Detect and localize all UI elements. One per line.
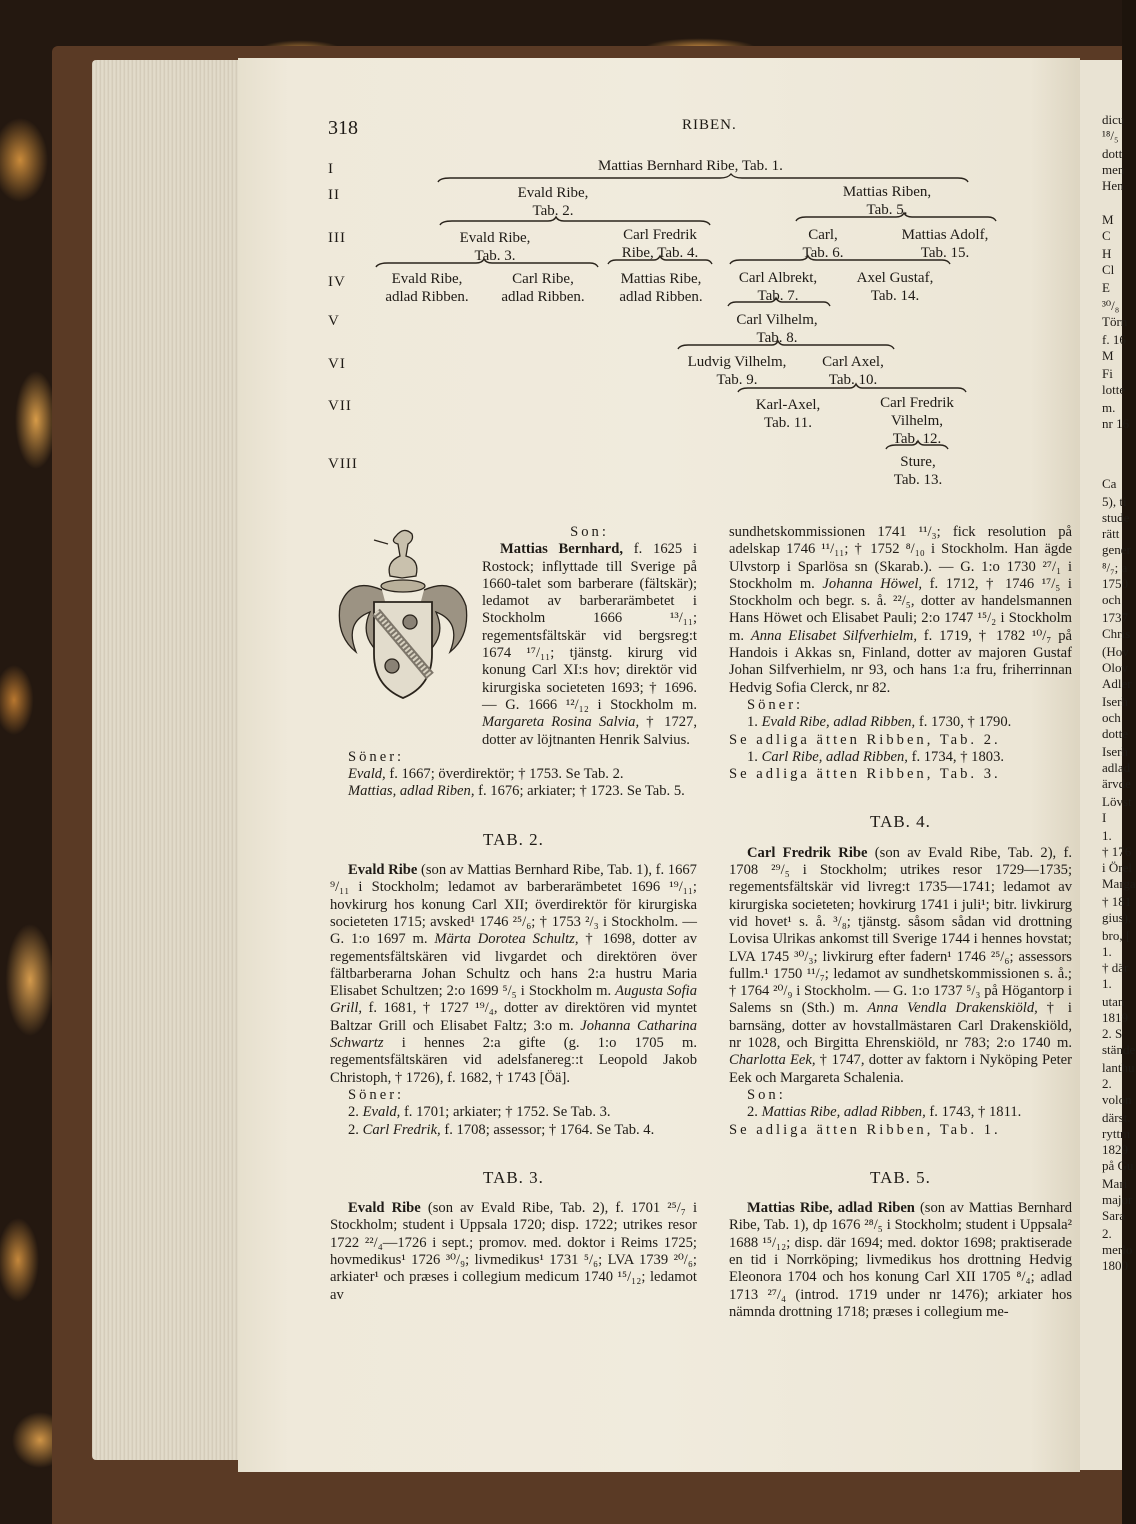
gen-label-2: II bbox=[328, 187, 340, 203]
next-page-line: Fi bbox=[1102, 366, 1113, 381]
next-page-line: dicu bbox=[1102, 112, 1125, 127]
next-page-line: men bbox=[1102, 162, 1125, 177]
tree-node-carl-axel: Carl Axel, Tab. 10. bbox=[822, 354, 884, 388]
tab2-son-evald: 2. Evald, f. 1701; arkiater; † 1752. Se Tab. 3. bbox=[348, 1104, 611, 1121]
next-page-line: Chris bbox=[1102, 626, 1131, 641]
next-page-line: Iserh bbox=[1102, 744, 1128, 759]
son-mattias: Mattias, adlad Riben, f. 1676; arkiater; † 1723. Se Tab. 5. bbox=[348, 783, 685, 800]
next-page-line: rätt bbox=[1102, 526, 1120, 541]
next-page-line: 1. bbox=[1102, 976, 1112, 991]
right-column bbox=[729, 524, 1072, 1321]
next-page-line: stude bbox=[1102, 510, 1130, 525]
next-page-line: därst. bbox=[1102, 1110, 1131, 1125]
next-page-line: lotte bbox=[1102, 382, 1126, 397]
next-page-line: och bbox=[1102, 710, 1121, 725]
tree-node-mattias-riben: Mattias Riben, Tab. 5. bbox=[842, 184, 932, 218]
next-page-line: volon bbox=[1102, 1092, 1132, 1107]
tree-node-carl-albrekt: Carl Albrekt, Tab. 7. bbox=[738, 270, 818, 304]
tree-node-axel-gustaf: Axel Gustaf, Tab. 14. bbox=[856, 270, 934, 304]
tab3-son-evald-ref: Se adliga ätten Ribben, Tab. 2. bbox=[729, 731, 1001, 748]
next-page-line: 5), ti bbox=[1102, 494, 1127, 509]
next-page-line: Adler bbox=[1102, 676, 1132, 691]
next-page-line: lanthu bbox=[1102, 1060, 1135, 1075]
tree-node-evald-tab2: Evald Ribe, Tab. 2. bbox=[517, 185, 589, 219]
entry-tab2: Evald Ribe (son av Mattias Bernhard Ribe, Tab. 1), f. 1667 ⁹/₁₁ i Stockholm; ledamot av barberarämbetet 1696 ¹⁹/₁₁; hovkirurg hos konung Carl XII; överdirektör för kirurgiska societeten 1715; avsked¹ 1746 ²⁵/₆; † 1753 ²/₃ i Stockholm. — G. 1:o 1697 m. Märta Dorotea Schultz, † 1698, dotter av regementsfältskären vid livgardet och direktören över fältbarberarna Johan Schultz och hans 2:a hustru Maria Elisabet Schultzen; 2:o 1699 ⁵/₅ i Stockholm m. Augusta Sofia Grill, f. 1681, † 1727 ¹⁹/₄, dotter av direktören vid myntet Baltzar Grill och Elisabet Faltz; 3:o m. Johanna Catharina Schwartz i hennes 2:a gifte (g. 1:o 1705 m. regementsfältskären vid adelsfaneregː:t Leopold Jakob Christoph, † 1726), f. 1682, † 1743 [Öä]. bbox=[330, 862, 697, 1086]
next-page-line: C bbox=[1102, 228, 1111, 243]
tab2-soner-heading: Söner: bbox=[348, 1086, 405, 1103]
next-page-line: Marga bbox=[1102, 876, 1136, 891]
tab3-son-carl-ref: Se adliga ätten Ribben, Tab. 3. bbox=[729, 766, 1001, 783]
gen-label-5: V bbox=[328, 313, 340, 329]
next-page-line: stände bbox=[1102, 1042, 1136, 1057]
next-page-line: Hen bbox=[1102, 178, 1124, 193]
gen-label-6: VI bbox=[328, 356, 346, 372]
tree-node-karl-axel: Karl-Axel, Tab. 11. bbox=[755, 397, 821, 431]
entry-tab3: Evald Ribe (son av Evald Ribe, Tab. 2), f. 1701 ²⁵/₇ i Stockholm; student i Uppsala 1720; disp. 1722; utrikes resor 1722 ²²/₄—1726 i sept.; promov. med. doktor i Reims 1725; hovmedikus¹ 1726 ³⁰/₉; livmedikus¹ 1731 ⁵/₆; LVA 1739 ²⁰/₆; arkiater¹ och præses i collegium medicum 1740 ¹⁵/₁₂; ledamot av bbox=[330, 1200, 698, 1303]
next-page-line: och bbox=[1102, 592, 1121, 607]
next-page-line: 2. S bbox=[1102, 1026, 1123, 1041]
tree-node-carl-fredrik-tab4: Carl Fredrik Ribe, Tab. 4. bbox=[621, 227, 699, 261]
next-page-line: † 176 bbox=[1102, 844, 1132, 859]
next-page-line: 2. bbox=[1102, 1076, 1112, 1091]
tab4-son-heading: Son: bbox=[747, 1086, 786, 1103]
next-page-line: på Gu bbox=[1102, 1158, 1134, 1173]
tree-node-carl-fredrik-vilhelm: Carl Fredrik Vilhelm, Tab. 12. bbox=[880, 395, 954, 447]
gen-label-7: VII bbox=[328, 398, 352, 414]
next-page-line: 1750 bbox=[1102, 576, 1128, 591]
next-page-line: i Örel bbox=[1102, 860, 1132, 875]
tree-node-carl-tab6: Carl, Tab. 6. bbox=[802, 227, 844, 261]
next-page-line: merlo bbox=[1102, 1242, 1133, 1257]
tab3-son-evald: 1. Evald Ribe, adlad Ribben, f. 1730, † 1790. bbox=[747, 714, 1012, 731]
next-page-line: ryttm bbox=[1102, 1126, 1131, 1141]
next-page-line: Olov bbox=[1102, 660, 1128, 675]
next-page-line: gius), bbox=[1102, 910, 1132, 925]
tab3-heading: TAB. 3. bbox=[483, 1167, 544, 1187]
next-page-line: ¹⁸/₅ bbox=[1102, 128, 1119, 143]
next-page-line: 1800 bbox=[1102, 1258, 1128, 1273]
tab4-son-mattias-ref: Se adliga ätten Ribben, Tab. 1. bbox=[729, 1121, 1001, 1138]
son-evald: Evald, f. 1667; överdirektör; † 1753. Se Tab. 2. bbox=[348, 766, 624, 783]
tab3-soner-heading: Söner: bbox=[747, 696, 804, 713]
next-page-line: Lövst bbox=[1102, 794, 1132, 809]
next-page-line: adlad bbox=[1102, 760, 1131, 775]
next-page-line: m. bbox=[1102, 400, 1116, 415]
next-page-line: E bbox=[1102, 280, 1110, 295]
tree-node-mattias-ribben: Mattias Ribe, adlad Ribben. bbox=[619, 271, 703, 305]
soner-heading: Söner: bbox=[348, 748, 405, 765]
next-page-line: Sara bbox=[1102, 1208, 1126, 1223]
next-page-line: 1819 bbox=[1102, 1010, 1128, 1025]
next-page-line: Mari bbox=[1102, 1176, 1128, 1191]
next-page-line: ⁸/₇; a bbox=[1102, 560, 1128, 575]
next-page-line: 1. bbox=[1102, 944, 1112, 959]
tree-node-carl-ribben: Carl Ribe, adlad Ribben. bbox=[501, 271, 585, 305]
entry-tab5: Mattias Ribe, adlad Riben (son av Mattias Bernhard Ribe, Tab. 1), dp 1676 ²⁸/₅ i Stockholm; student i Uppsala² 1688 ¹⁵/₁₂; disp. där 1694; med. doktor 1698; praktiserade en tid i Norrköping; livmedikus hos drottning Hedvig Eleonora 1704 och hos konung Carl XII 1705 ⁸/₄; adlad 1713 ²⁷/₄ (introd. 1719 under nr 1476); arkiater hos nämnda drottning 1718; præses i collegium me- bbox=[729, 1200, 1072, 1320]
next-page-line: † 181 bbox=[1102, 894, 1132, 909]
next-page-line: 1. bbox=[1102, 828, 1112, 843]
son-heading: Son: bbox=[570, 524, 609, 540]
tree-node-sture: Sture, Tab. 13. bbox=[893, 454, 943, 488]
left-column bbox=[330, 524, 697, 1304]
gen-label-1: I bbox=[328, 161, 334, 177]
next-page-line: M bbox=[1102, 348, 1114, 363]
coat-of-arms-space bbox=[330, 524, 480, 734]
tree-node-carl-vilhelm: Carl Vilhelm, Tab. 8. bbox=[736, 312, 818, 346]
next-page-line: 1737 bbox=[1102, 610, 1128, 625]
next-page-line: nr 16 bbox=[1102, 416, 1130, 431]
tab4-son-mattias: 2. Mattias Ribe, adlad Ribben, f. 1743, † 1811. bbox=[747, 1104, 1022, 1121]
next-page-line: H bbox=[1102, 246, 1112, 261]
next-page-line: Cl bbox=[1102, 262, 1115, 277]
next-page-line: utan bbox=[1102, 994, 1125, 1009]
next-page-line: M bbox=[1102, 212, 1114, 227]
next-page-line: major bbox=[1102, 1192, 1133, 1207]
page-block-edges bbox=[92, 60, 252, 1460]
next-page-line: I bbox=[1102, 810, 1107, 825]
gen-label-3: III bbox=[328, 230, 346, 246]
tab3-son-carl: 1. Carl Ribe, adlad Ribben, f. 1734, † 1803. bbox=[747, 748, 1005, 765]
next-page-line: dotte bbox=[1102, 726, 1128, 741]
running-title: RIBEN. bbox=[682, 117, 737, 133]
next-page-line: Ca bbox=[1102, 476, 1117, 491]
next-page-line: f. 16 bbox=[1102, 332, 1126, 347]
next-page-line: Iserh bbox=[1102, 694, 1128, 709]
gen-label-4: IV bbox=[328, 274, 346, 290]
tree-node-ludvig-vilhelm: Ludvig Vilhelm, Tab. 9. bbox=[687, 354, 787, 388]
next-page-line: gener bbox=[1102, 542, 1131, 557]
next-page-line: ärvde bbox=[1102, 776, 1131, 791]
next-page-fragment bbox=[1080, 60, 1136, 1470]
entry-tab3-continued: sundhetskommissionen 1741 ¹¹/₃; fick resolution på adelskap 1746 ¹¹/₁₁; † 1752 ⁸/₁₀ i Stockholm. Han ägde Ulvstorp i Sparlösa sn (Skarab.). — G. 1:o 1730 ²⁷/₁ i Stockholm m. Johanna Höwel, f. 1712, † 1746 ¹⁷/₅ i Stockholm och begr. s. å. ²²/₅, dotter av handelsmannen Hans Höwet och Elisabet Pauli; 2:o 1747 ¹⁵/₂ i Stockholm m. Anna Elisabet Silfverhielm, f. 1719, † 1782 ¹⁰/₇ på Handois i Akkas sn, Finland, dotter av majoren Gustaf Johan Silfverhielm, nr 93, och hans 1:a fru, friherrinnan Hedvig Sofia Clerck, nr 82. bbox=[729, 524, 1072, 696]
next-page-line: † där bbox=[1102, 960, 1129, 975]
next-page-line: bro, [ bbox=[1102, 928, 1131, 943]
tab4-heading: TAB. 4. bbox=[870, 812, 931, 832]
next-page-line: 1829 bbox=[1102, 1142, 1128, 1157]
tab2-son-carl-fredrik: 2. Carl Fredrik, f. 1708; assessor; † 1764. Se Tab. 4. bbox=[348, 1121, 655, 1138]
next-page-line: (Hov bbox=[1102, 644, 1129, 659]
next-page-line: Törn bbox=[1102, 314, 1128, 329]
gen-label-8: VIII bbox=[328, 456, 358, 472]
entry-mattias-bernhard: Mattias Bernhard, f. 1625 i Rostock; inflyttade till Sverige på 1660-talet som barberare (fältskär); ledamot av barberarämbetet i Stockholm 1666 ¹³/₁₁; regementsfältskär vid bergsreg:t 1674 ¹⁷/₁₁; tjänstg. kirurg vid konung Carl XI:s hov; direktör vid kirurgiska societeten 1693; † 1696. — G. 1666 ¹²/₁₂ i Stockholm m. Margareta Rosina Salvia, † 1727, dotter av löjtnanten Henrik Salvius. bbox=[482, 541, 697, 748]
tree-node-evald-ribben: Evald Ribe, adlad Ribben. bbox=[385, 271, 469, 305]
next-page-line: ³⁰/₈ bbox=[1102, 298, 1120, 313]
tab5-heading: TAB. 5. bbox=[870, 1167, 931, 1187]
tree-node-evald-tab3: Evald Ribe, Tab. 3. bbox=[459, 230, 531, 264]
tree-node-mattias-adolf: Mattias Adolf, Tab. 15. bbox=[901, 227, 989, 261]
tree-node-mattias-bernhard: Mattias Bernhard Ribe, Tab. 1. bbox=[598, 158, 783, 174]
entry-tab4: Carl Fredrik Ribe (son av Evald Ribe, Tab. 2), f. 1708 ²⁹/₅ i Stockholm; utrikes resor 1729—1735; regementsfältskär vid livreg:t 1735—1741; ledamot av kirurgiska societeten; hovkirurg 1741 i juli¹; bitr. livkirurg vid hovet¹ s. å. ³/₈; tjänstg. såsom sådan vid drottning Lovisa Ulrikas ankomst till Sverige 1744 i hennes hovstat; LVA 1745 ³⁰/₃; livkirurg efter fadern¹ 1746 ²⁵/₆; assessors fullm.¹ 1750 ¹¹/₇; ledamot av sundhetskommissionen s. å.; † 1764 ²⁰/₉ i Stockholm. — G. 1:o 1737 ⁵/₃ på Högantorp i Salems sn (Sth.) m. Anna Vendla Drakenskiöld, † i barnsäng, dotter av hovstallmästaren Carl Drakenskiöld, nr 1028, och Birgitta Ehrenskiöld, nr 783; 2:o 1740 m. Charlotta Eek, † 1747, dotter av faktorn i Nyköping Peter Eek och Margareta Schalenia. bbox=[729, 844, 1072, 1086]
next-page-line: dott bbox=[1102, 146, 1123, 161]
tab2-heading: TAB. 2. bbox=[483, 829, 544, 849]
next-page-line: 2. bbox=[1102, 1226, 1112, 1241]
page-number: 318 bbox=[328, 117, 358, 139]
